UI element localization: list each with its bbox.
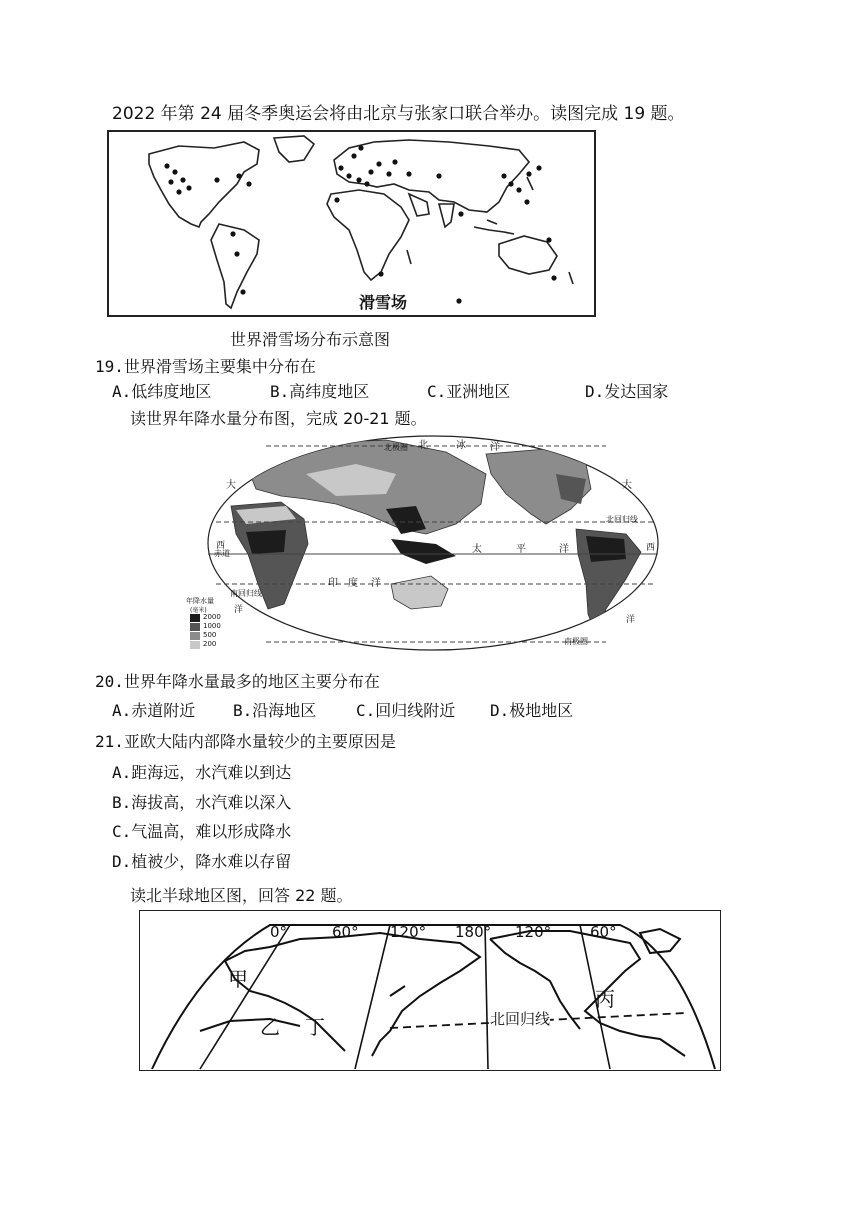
q20-stem: 20.世界年降水量最多的地区主要分布在 bbox=[95, 672, 380, 691]
label-ocean-right: 洋 bbox=[626, 615, 636, 625]
precip-legend-unit: (毫米) bbox=[190, 607, 207, 614]
label-pacific-2: 平 bbox=[516, 544, 526, 555]
label-arctic-circle: 北极圈 bbox=[384, 443, 408, 452]
label-west-left: 西 bbox=[216, 541, 226, 551]
label-west-right: 西 bbox=[646, 543, 656, 553]
label-pacific-3: 洋 bbox=[559, 544, 569, 555]
q19-stem: 19.世界滑雪场主要集中分布在 bbox=[95, 357, 316, 376]
q21-option-d: D.植被少，降水难以存留 bbox=[112, 852, 292, 871]
label-arctic-3: 洋 bbox=[490, 442, 500, 453]
intro-text-1: 2022 年第 24 届冬季奥运会将由北京与张家口联合举办。读图完成 19 题。 bbox=[112, 104, 685, 124]
q20-option-b: B.沿海地区 bbox=[233, 701, 317, 720]
label-indian-1: 印 bbox=[328, 578, 338, 589]
legend-swatch-500 bbox=[190, 632, 200, 640]
place-label-yi: 乙 bbox=[260, 1015, 280, 1039]
q19-option-c: C.亚洲地区 bbox=[427, 382, 511, 401]
q21-stem: 21.亚欧大陆内部降水量较少的主要原因是 bbox=[95, 732, 396, 751]
legend-value-200: 200 bbox=[203, 640, 217, 648]
ski-resort-map bbox=[107, 130, 596, 317]
lon-label-120w: 120° bbox=[515, 923, 552, 941]
tropic-label: 北回归线 bbox=[490, 1010, 551, 1028]
world-map-outline bbox=[109, 132, 594, 315]
place-label-ding: 丁 bbox=[305, 1015, 325, 1039]
label-arctic-1: 北 bbox=[418, 440, 428, 451]
q19-option-b: B.高纬度地区 bbox=[270, 382, 370, 401]
place-label-bing: 丙 bbox=[595, 987, 615, 1011]
q19-option-d: D.发达国家 bbox=[585, 382, 669, 401]
label-atlantic-left: 大 bbox=[226, 480, 236, 491]
precip-legend-title-text: 年降水量 bbox=[186, 597, 214, 605]
place-label-jia: 甲 bbox=[228, 967, 248, 991]
legend-dot-icon bbox=[456, 298, 461, 303]
label-tropic-north: 北回归线 bbox=[606, 515, 638, 524]
label-ocean-left: 洋 bbox=[234, 605, 244, 615]
lon-label-60w: 60° bbox=[590, 923, 617, 941]
precipitation-map-svg bbox=[186, 434, 660, 652]
legend-swatch-200 bbox=[190, 641, 200, 649]
label-arctic-2: 冰 bbox=[456, 440, 466, 451]
legend-value-2000: 2000 bbox=[203, 613, 221, 621]
ski-resort-dots bbox=[164, 145, 556, 294]
lon-label-0: 0° bbox=[270, 923, 288, 941]
lon-label-180: 180° bbox=[455, 923, 492, 941]
lon-label-120e: 120° bbox=[390, 923, 427, 941]
q20-option-c: C.回归线附近 bbox=[356, 701, 456, 720]
northern-hemisphere-map bbox=[139, 910, 721, 1071]
intro-text-2: 读世界年降水量分布图，完成 20-21 题。 bbox=[130, 409, 427, 428]
label-indian-3: 洋 bbox=[371, 578, 381, 589]
label-pacific-1: 太 bbox=[472, 544, 482, 555]
q20-option-d: D.极地地区 bbox=[490, 701, 574, 720]
precip-legend bbox=[190, 614, 230, 650]
nh-map-svg bbox=[140, 911, 720, 1070]
legend-value-1000: 1000 bbox=[203, 622, 221, 630]
q19-option-a: A.低纬度地区 bbox=[112, 382, 212, 401]
map1-legend: 滑雪场 bbox=[359, 293, 408, 312]
label-antarctic-circle: 南极圈 bbox=[564, 637, 588, 646]
map1-caption: 世界滑雪场分布示意图 bbox=[230, 330, 391, 349]
label-tropic-south: 南回归线 bbox=[230, 589, 262, 598]
q20-option-a: A.赤道附近 bbox=[112, 701, 196, 720]
precipitation-map bbox=[186, 434, 660, 652]
intro-text-3: 读北半球地区图，回答 22 题。 bbox=[130, 886, 353, 905]
q21-option-b: B.海拔高，水汽难以深入 bbox=[112, 793, 292, 812]
legend-swatch-1000 bbox=[190, 623, 200, 631]
label-indian-2: 度 bbox=[348, 578, 358, 589]
label-atlantic-right: 大 bbox=[622, 480, 632, 491]
q21-option-c: C.气温高，难以形成降水 bbox=[112, 822, 292, 841]
legend-value-500: 500 bbox=[203, 631, 217, 639]
label-equator: 赤道 bbox=[214, 549, 230, 558]
legend-swatch-2000 bbox=[190, 614, 200, 622]
q21-option-a: A.距海远，水汽难以到达 bbox=[112, 763, 292, 782]
lon-label-60e: 60° bbox=[332, 923, 359, 941]
